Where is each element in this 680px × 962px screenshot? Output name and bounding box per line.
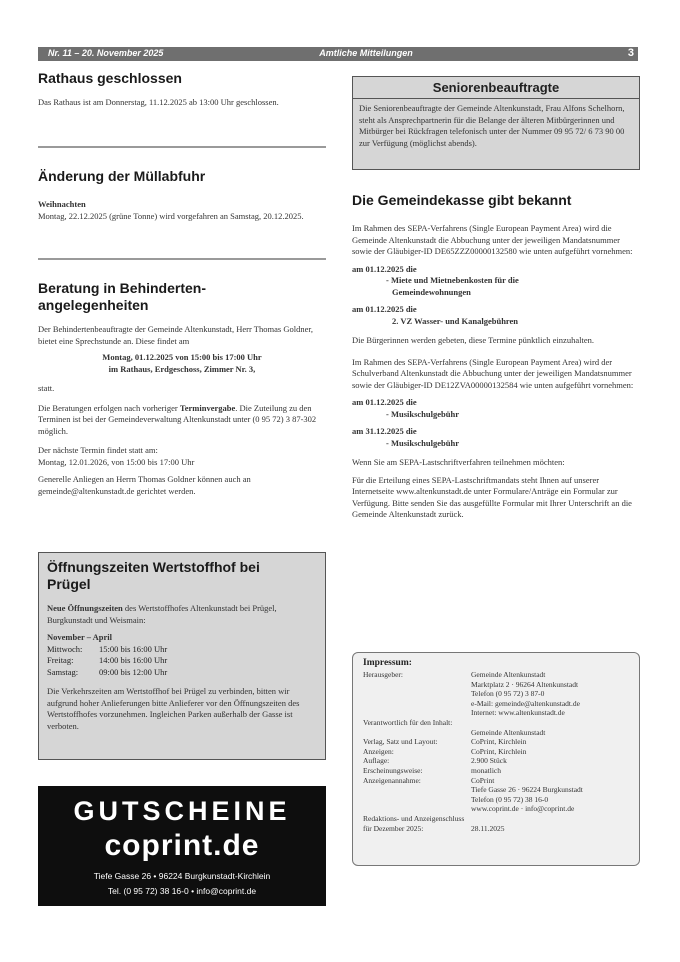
wertstoff-season: November – April — [47, 632, 113, 642]
beratung-title-line2: angelegenheiten — [38, 297, 149, 313]
impressum-row — [363, 785, 629, 795]
kasse-p3: Im Rahmen des SEPA-Verfahrens (Single European Payment Area) wird der Schulverband Altenkunstadt die Abbuchung unter der jeweiligen Mandatsnummer sowie der Gläubiger-ID DE12ZVA00000132584 wie unten aufgeführt vornehmen: — [352, 356, 634, 390]
impressum-value: 28.11.2025 — [471, 823, 505, 833]
beratung-termin — [38, 403, 326, 438]
divider — [38, 258, 326, 260]
impressum-key: Auflage: — [363, 756, 390, 766]
wertstoff-intro — [47, 603, 317, 626]
beratung-next2: Montag, 12.01.2026, von 15:00 bis 17:00 Uhr — [38, 456, 195, 467]
wertstoff-note: Die Verkehrszeiten am Wertstoffhof bei Prügel zu verbinden, bitten wir aufgrund hoher Anlieferungen bitte Anlieferer vor den Öffnungszeiten des Wertstoffhofes vorzunehmen. Ingleichen Parken außerhalb der Gasse ist verboten. — [47, 686, 300, 731]
impressum-key: Erscheinungsweise: — [363, 765, 423, 775]
impressum-value: www.coprint.de · info@coprint.de — [471, 804, 575, 814]
beratung-statt: statt. — [38, 383, 55, 393]
impressum-row — [363, 747, 629, 757]
muell-title: Änderung der Müllabfuhr — [38, 168, 206, 184]
kasse-p5: Für die Erteilung eines SEPA-Lastschriftmandats steht Ihnen auf unserer Internetseite www.altenkunstadt.de unter Formulare/Anträge ein Formular zur Verfügung. Bitte senden Sie das ausgefüllte Formular mit Ihrer Unterschrift an die Gemeinde Altenkunstadt zurück. — [352, 474, 632, 519]
impressum-row — [363, 814, 629, 824]
rathaus-section — [38, 70, 326, 109]
kasse-b-item: 2. VZ Wasser- und Kanalgebühren — [392, 315, 519, 326]
hours-time: 09:00 bis 12:00 Uhr — [99, 666, 168, 677]
kasse-c-date: am 01.12.2025 die — [352, 397, 417, 407]
impressum-key: Redaktions- und Anzeigenschluss — [363, 813, 465, 823]
impressum-value: Tiefe Gasse 26 · 96224 Burgkunstadt — [471, 785, 583, 795]
termin-pre: Die Beratungen erfolgen nach vorheriger — [38, 402, 180, 413]
impressum-value: Marktplatz 2 · 96264 Altenkunstadt — [471, 679, 579, 689]
impressum-title: Impressum: — [363, 658, 412, 668]
kasse-b-date: am 01.12.2025 die — [352, 304, 417, 314]
impressum-row — [363, 804, 629, 814]
impressum-key — [363, 795, 471, 805]
hours-day: Samstag: — [47, 666, 79, 677]
kasse-p2: Die Bürgerinnen werden gebeten, diese Termine pünktlich einzuhalten. — [352, 335, 594, 345]
kasse-d-date: am 31.12.2025 die — [352, 426, 417, 436]
impressum-key — [363, 689, 471, 699]
wertstoff-title-line2: Prügel — [47, 576, 91, 592]
hours-row — [47, 667, 317, 679]
kasse-p1: Im Rahmen des SEPA-Verfahrens (Single European Payment Area) wird die Gemeinde Altenkunstadt die Abbuchung unter der jeweiligen Mandatsnummer sowie der Gläubiger-ID DE65ZZZ00000132580 wie unten aufgeführt vornehmen: — [352, 223, 633, 256]
hours-day: Mittwoch: — [47, 643, 83, 654]
intro-rest: des Wertstoffhofes Altenkunstadt bei Prügel, Burgkunstadt und Weismain: — [47, 603, 277, 625]
kasse-d-item: - Musikschulgebühr — [386, 437, 459, 448]
impressum-key — [363, 708, 471, 718]
senioren-box — [352, 76, 640, 170]
page-header — [38, 47, 638, 61]
impressum-value: e-Mail: gemeinde@altenkunstadt.de — [471, 698, 580, 708]
senioren-text: Die Seniorenbeauftragte der Gemeinde Altenkunstadt, Frau Alfons Schelhorn, steht als Ansprechpartnerin für die Belange der älteren Mitbürgerinnen und Mitbürger bei Rückfragen telefonisch unter der Nummer 09 95 72/ 6 73 90 00 zur Verfügung (möglichst abends). — [359, 103, 625, 148]
impressum-row — [363, 708, 629, 718]
ad-logo: coprint.de — [104, 829, 260, 862]
kasse-p4: Wenn Sie am SEPA-Lastschriftverfahren teilnehmen möchten: — [352, 457, 565, 467]
hours-row — [47, 644, 317, 656]
impressum-key — [363, 728, 471, 738]
rathaus-title: Rathaus geschlossen — [38, 70, 182, 86]
ad-contact: Tel. (0 95 72) 38 16-0 • info@coprint.de — [107, 886, 257, 896]
coprint-ad[interactable] — [38, 786, 326, 906]
impressum-value: Gemeinde Altenkunstadt — [471, 727, 546, 737]
impressum-row — [363, 776, 629, 786]
impressum-value: Telefon (0 95 72) 38 16-0 — [471, 794, 549, 804]
kasse-c-item: - Musikschulgebühr — [386, 408, 459, 419]
impressum-value: 2.900 Stück — [471, 756, 507, 766]
impressum-value: Telefon (0 95 72) 3 87-0 — [471, 689, 545, 699]
muell-subtitle: Weihnachten — [38, 199, 86, 209]
issue-label: Nr. 11 – 20. November 2025 — [48, 48, 164, 58]
impressum-value: monatlich — [471, 765, 501, 775]
hours-row — [47, 655, 317, 667]
impressum-row — [363, 795, 629, 805]
kasse-title: Die Gemeindekasse gibt bekannt — [352, 192, 572, 208]
impressum-box — [352, 652, 640, 866]
beratung-intro: Der Behindertenbeauftragte der Gemeinde Altenkunstadt, Herr Thomas Goldner, bietet eine Sprechstunde an. Diese findet am — [38, 324, 313, 346]
impressum-key — [363, 699, 471, 709]
impressum-value: CoPrint, Kirchlein — [471, 737, 527, 747]
beratung-date-line2: im Rathaus, Erdgeschoss, Zimmer Nr. 3, — [108, 363, 256, 374]
impressum-key — [363, 680, 471, 690]
impressum-key — [363, 785, 471, 795]
impressum-row — [363, 824, 629, 834]
impressum-key: Verantwortlich für den Inhalt: — [363, 717, 453, 727]
hours-time: 15:00 bis 16:00 Uhr — [99, 643, 168, 654]
impressum-key: Herausgeber: — [363, 670, 403, 679]
impressum-key: Anzeigen: — [363, 746, 394, 756]
beratung-title-line1: Beratung in Behinderten- — [38, 280, 207, 296]
ad-headline: GUTSCHEINE — [73, 796, 291, 826]
termin-post: . Die Zuteilung zu den Terminen ist bei der Gemeindeverwaltung Altenkunstadt unter (0 95 72) 3 87-302 möglich. — [38, 402, 317, 436]
kasse-section — [352, 192, 640, 521]
wertstoff-box — [38, 552, 326, 760]
wertstoff-title-line1: Öffnungszeiten Wertstoffhof bei — [47, 559, 260, 575]
impressum-row — [363, 699, 629, 709]
termin-bold: Terminvergabe — [179, 402, 236, 413]
impressum-row — [363, 680, 629, 690]
impressum-key: Verlag, Satz und Layout: — [363, 737, 438, 747]
impressum-key: für Dezember 2025: — [363, 823, 424, 833]
impressum-row — [363, 670, 629, 680]
kasse-a-date: am 01.12.2025 die — [352, 263, 417, 274]
kasse-a-item2: Gemeindewohnungen — [392, 286, 471, 297]
impressum-value: CoPrint, Kirchlein — [471, 746, 527, 756]
impressum-value: Internet: www.altenkunstadt.de — [471, 708, 565, 718]
intro-bold: Neue Öffnungszeiten — [47, 603, 123, 613]
impressum-key — [363, 804, 471, 814]
impressum-row — [363, 737, 629, 747]
impressum-rows — [363, 670, 629, 833]
header-title: Amtliche Mitteilungen — [319, 48, 413, 58]
rathaus-text: Das Rathaus ist am Donnerstag, 11.12.2025 ab 13:00 Uhr geschlossen. — [38, 97, 279, 107]
impressum-row — [363, 766, 629, 776]
muell-text: Montag, 22.12.2025 (grüne Tonne) wird vorgefahren an Samstag, 20.12.2025. — [38, 210, 304, 221]
senioren-title: Seniorenbeauftragte — [353, 77, 639, 99]
impressum-value: CoPrint — [471, 775, 495, 785]
hours-day: Freitag: — [47, 655, 74, 665]
ad-address: Tiefe Gasse 26 • 96224 Burgkunstadt-Kirchlein — [93, 871, 271, 881]
impressum-row — [363, 689, 629, 699]
kasse-a-item1: - Miete und Mietnebenkosten für die — [386, 275, 519, 285]
beratung-anliegen: Generelle Anliegen an Herrn Thomas Goldner können auch an gemeinde@altenkunstadt.de gerichtet werden. — [38, 474, 251, 496]
beratung-section — [38, 280, 326, 497]
impressum-row — [363, 756, 629, 766]
beratung-next1: Der nächste Termin findet statt am: — [38, 445, 158, 455]
hours-list — [47, 644, 317, 679]
page-number: 3 — [627, 47, 634, 59]
hours-time: 14:00 bis 16:00 Uhr — [99, 655, 168, 665]
impressum-row — [363, 718, 629, 728]
impressum-value: Gemeinde Altenkunstadt — [471, 670, 546, 679]
muell-section — [38, 168, 326, 222]
beratung-date-line1: Montag, 01.12.2025 von 15:00 bis 17:00 Uhr — [102, 352, 262, 362]
divider — [38, 146, 326, 148]
impressum-row — [363, 728, 629, 738]
impressum-key: Anzeigenannahme: — [363, 775, 421, 785]
